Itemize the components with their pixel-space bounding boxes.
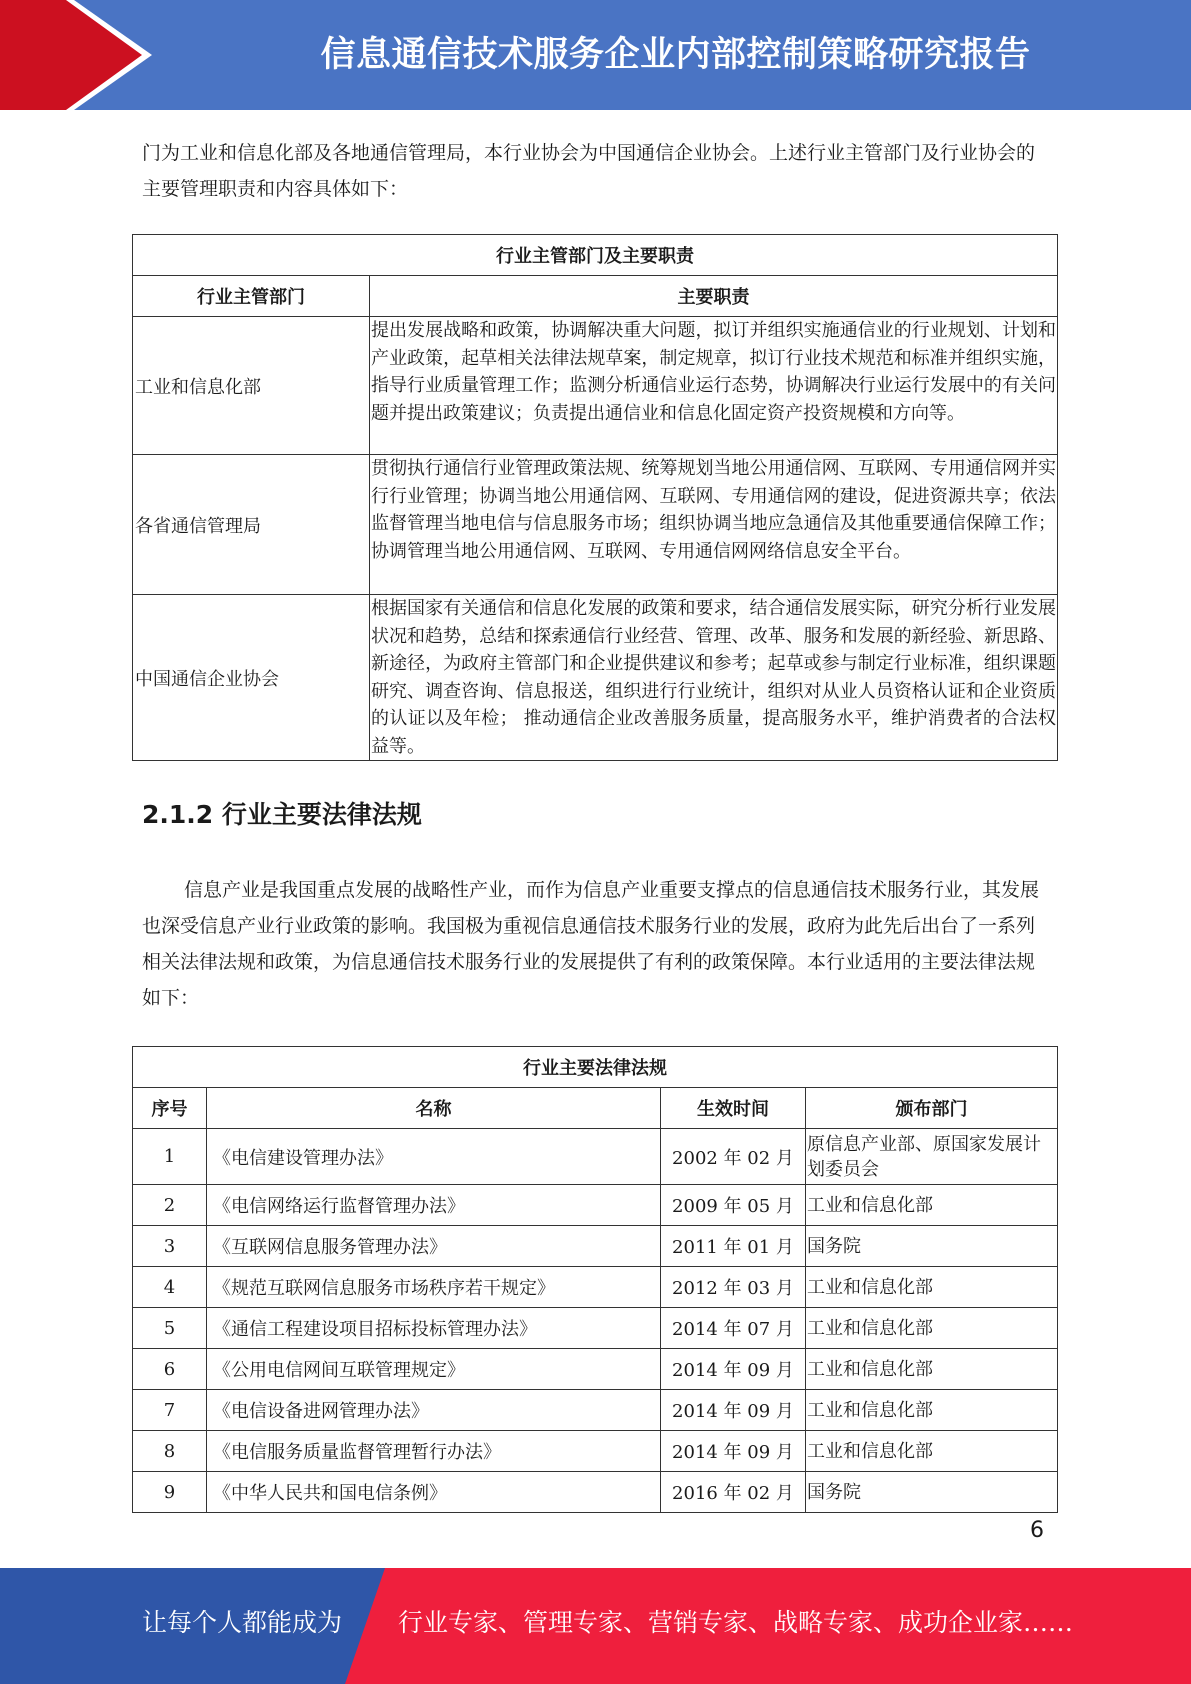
duty-cell: 提出发展战略和政策，协调解决重大问题，拟订并组织实施通信业的行业规划、计划和产业政策，起草相关法律法规草案，制定规章，拟订行业技术规范和标准并组织实施，指导行业质量管理工作；监测分析通信业运行态势，协调解决行业运行发展中的有关问题并提出政策建议；负责提出通信业和信息化固定资产投资规模和方向等。 (370, 317, 1058, 455)
table-row (133, 317, 1058, 455)
issuing-department: 工业和信息化部 (806, 1349, 1058, 1390)
duty-cell: 贯彻执行通信行业管理政策法规、统筹规划当地公用通信网、互联网、专用通信网并实行行业管理；协调当地公用通信网、互联网、专用通信网的建设，促进资源共享；依法监督管理当地电信与信息服务市场；组织协调当地应急通信及其他重要通信保障工作；协调管理当地公用通信网、互联网、专用通信网网络信息安全平台。 (370, 455, 1058, 595)
table-row (133, 595, 1058, 761)
page-number: 6 (1030, 1518, 1044, 1543)
effective-date: 2014 年 09 月 (661, 1349, 806, 1390)
effective-date: 2011 年 01 月 (661, 1226, 806, 1267)
department-cell: 工业和信息化部 (133, 317, 370, 455)
row-number: 4 (133, 1267, 207, 1308)
row-number: 1 (133, 1129, 207, 1185)
table-row (133, 1431, 1058, 1472)
law-name: 《规范互联网信息服务市场秩序若干规定》 (207, 1267, 661, 1308)
table-row (133, 1267, 1058, 1308)
column-header-department: 行业主管部门 (133, 276, 370, 317)
issuing-department: 原信息产业部、原国家发展计划委员会 (806, 1129, 1058, 1185)
issuing-department: 国务院 (806, 1226, 1058, 1267)
law-name: 《公用电信网间互联管理规定》 (207, 1349, 661, 1390)
effective-date: 2002 年 02 月 (661, 1129, 806, 1185)
footer-slogan-right: 行业专家、管理专家、营销专家、战略专家、成功企业家…… (398, 1608, 1074, 1637)
column-header-duties: 主要职责 (370, 276, 1058, 317)
row-number: 3 (133, 1226, 207, 1267)
law-name: 《通信工程建设项目招标投标管理办法》 (207, 1308, 661, 1349)
issuing-department: 工业和信息化部 (806, 1267, 1058, 1308)
row-number: 9 (133, 1472, 207, 1513)
row-number: 5 (133, 1308, 207, 1349)
law-name: 《中华人民共和国电信条例》 (207, 1472, 661, 1513)
laws-table (132, 1046, 1058, 1513)
regulators-table-caption: 行业主管部门及主要职责 (133, 235, 1058, 276)
header-red-arrow (0, 0, 150, 110)
column-header-name: 名称 (207, 1088, 661, 1129)
section-heading: 2.1.2 行业主要法律法规 (142, 800, 422, 829)
law-name: 《电信设备进网管理办法》 (207, 1390, 661, 1431)
report-header-banner (0, 0, 1191, 110)
effective-date: 2009 年 05 月 (661, 1185, 806, 1226)
effective-date: 2012 年 03 月 (661, 1267, 806, 1308)
report-title: 信息通信技术服务企业内部控制策略研究报告 (320, 35, 1031, 75)
effective-date: 2014 年 07 月 (661, 1308, 806, 1349)
issuing-department: 工业和信息化部 (806, 1431, 1058, 1472)
table-row (133, 455, 1058, 595)
column-header-effective-date: 生效时间 (661, 1088, 806, 1129)
footer-slogan-left: 让每个人都能成为 (142, 1608, 343, 1637)
effective-date: 2016 年 02 月 (661, 1472, 806, 1513)
table-row (133, 1390, 1058, 1431)
row-number: 7 (133, 1390, 207, 1431)
issuing-department: 国务院 (806, 1472, 1058, 1513)
table-row (133, 1185, 1058, 1226)
laws-table-caption: 行业主要法律法规 (133, 1047, 1058, 1088)
department-cell: 各省通信管理局 (133, 455, 370, 595)
column-header-issuing-department: 颁布部门 (806, 1088, 1058, 1129)
row-number: 8 (133, 1431, 207, 1472)
law-name: 《电信网络运行监督管理办法》 (207, 1185, 661, 1226)
issuing-department: 工业和信息化部 (806, 1308, 1058, 1349)
regulators-table (132, 234, 1058, 761)
law-name: 《电信服务质量监督管理暂行办法》 (207, 1431, 661, 1472)
issuing-department: 工业和信息化部 (806, 1185, 1058, 1226)
table-row (133, 1129, 1058, 1185)
issuing-department: 工业和信息化部 (806, 1390, 1058, 1431)
footer-banner (0, 1568, 1191, 1684)
law-name: 《电信建设管理办法》 (207, 1129, 661, 1185)
duty-cell: 根据国家有关通信和信息化发展的政策和要求，结合通信发展实际，研究分析行业发展状况和趋势，总结和探索通信行业经营、管理、改革、服务和发展的新经验、新思路、新途径，为政府主管部门和企业提供建议和参考；起草或参与制定行业标准，组织课题研究、调查咨询、信息报送，组织进行行业统计，组织对从业人员资格认证和企业资质的认证以及年检； 推动通信企业改善服务质量，提高服务水平，维护消费者的合法权益等。 (370, 595, 1058, 761)
intro-paragraph: 门为工业和信息化部及各地通信管理局，本行业协会为中国通信企业协会。上述行业主管部门及行业协会的主要管理职责和内容具体如下： (142, 142, 1036, 200)
row-number: 2 (133, 1185, 207, 1226)
section-paragraph: 信息产业是我国重点发展的战略性产业，而作为信息产业重要支撑点的信息通信技术服务行业，其发展也深受信息产业行业政策的影响。我国极为重视信息通信技术服务行业的发展，政府为此先后出台了一系列相关法律法规和政策，为信息通信技术服务行业的发展提供了有利的政策保障。本行业适用的主要法律法规如下： (142, 879, 1040, 1009)
table-row (133, 1226, 1058, 1267)
effective-date: 2014 年 09 月 (661, 1390, 806, 1431)
table-row (133, 1349, 1058, 1390)
row-number: 6 (133, 1349, 207, 1390)
table-row (133, 1308, 1058, 1349)
effective-date: 2014 年 09 月 (661, 1431, 806, 1472)
column-header-number: 序号 (133, 1088, 207, 1129)
law-name: 《互联网信息服务管理办法》 (207, 1226, 661, 1267)
department-cell: 中国通信企业协会 (133, 595, 370, 761)
table-row (133, 1472, 1058, 1513)
